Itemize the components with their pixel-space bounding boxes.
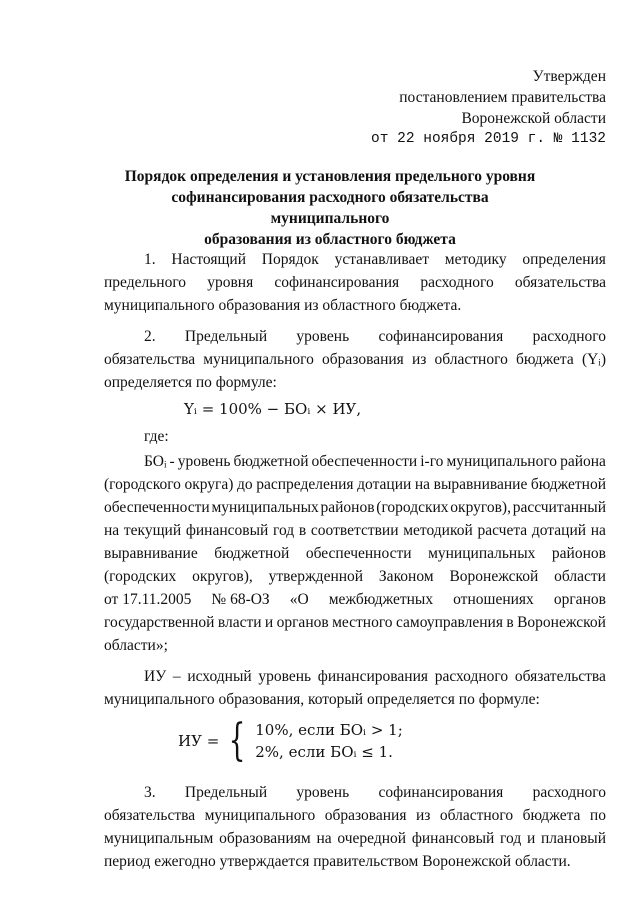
text-line (144, 325, 606, 348)
text-line (104, 294, 606, 317)
word: из (411, 351, 427, 368)
word: межбюджетных (328, 591, 434, 608)
word: софинансирования (378, 784, 504, 801)
word: Предельный (184, 784, 268, 801)
word: устанавливает (334, 251, 430, 268)
word: плановый (541, 830, 606, 847)
word: – (172, 668, 181, 685)
formula-iu-cases (255, 719, 403, 763)
document-title (110, 166, 550, 250)
word: округа) (184, 476, 234, 493)
word: «О (289, 591, 309, 608)
word: уровня (207, 274, 254, 291)
word: муниципальных (211, 499, 319, 516)
word: соответствии (310, 522, 399, 539)
word: районов (551, 545, 606, 562)
word: обязательства (514, 274, 606, 291)
word: распределения (256, 476, 354, 493)
word: района (560, 453, 606, 470)
word: от 17.11.2005 (104, 591, 192, 608)
text-line (104, 804, 606, 827)
word: дотаций (531, 522, 587, 539)
word: области»; (104, 637, 168, 654)
word: ИУ (144, 668, 167, 685)
text-line (104, 634, 606, 657)
word: год (273, 522, 295, 539)
word: обеспеченности (104, 499, 210, 516)
word: - (169, 453, 175, 470)
text-line (104, 688, 606, 711)
word: областного (434, 351, 508, 368)
word: власти (217, 614, 262, 631)
word: муниципального образования, который определяется по формуле: (104, 691, 540, 708)
paragraph-iu-definition (104, 665, 606, 711)
word: обязательства (104, 807, 196, 824)
word: муниципального образования из областного бюджета. (104, 297, 462, 314)
word: текущий (123, 522, 182, 539)
word: финансирования (317, 668, 428, 685)
word: образованиям (219, 830, 311, 847)
text-line (144, 450, 606, 473)
formula-yi: Yᵢ = 100% − БОᵢ × ИУ, (184, 400, 362, 418)
word: и (264, 614, 274, 631)
word: Предельный (184, 328, 268, 345)
word: период ежегодно утверждается правительством Воронежской области. (104, 853, 571, 870)
word: до (237, 476, 253, 493)
word: БОᵢ (144, 453, 167, 470)
word: расходного (532, 328, 606, 345)
word: i-го (420, 453, 444, 470)
word: (городских (376, 499, 449, 516)
word: предельного (104, 274, 187, 291)
word: расходного (532, 784, 606, 801)
word: из (415, 807, 431, 824)
word: обязательства (104, 351, 196, 368)
approval-date-number: от 22 ноября 2019 г. № 1132 (371, 131, 606, 147)
word: государственной (104, 614, 215, 631)
word: Воронежской (449, 568, 539, 585)
paragraph-3 (104, 781, 606, 873)
word: уровень (177, 453, 231, 470)
text-line (104, 348, 606, 371)
word: муниципального (203, 351, 314, 368)
word: уровень (258, 668, 312, 685)
word: на (590, 522, 606, 539)
word: расходного (420, 274, 494, 291)
word: бюджетной (530, 476, 606, 493)
word: и (526, 830, 536, 847)
word: утвержденной (268, 568, 364, 585)
word: финансовый (411, 830, 495, 847)
word: софинансирования (378, 328, 504, 345)
word: бюджета (522, 807, 581, 824)
formula-iu (178, 711, 606, 771)
word: расчета (477, 522, 528, 539)
word: софинансирования (274, 274, 400, 291)
text-line (144, 781, 606, 804)
word: методику (444, 251, 507, 268)
formula-case-2: 2%, если БОᵢ ≤ 1. (255, 743, 393, 761)
word: определения (522, 251, 606, 268)
word: Настоящий (171, 251, 247, 268)
word: на (104, 522, 120, 539)
text-line (104, 565, 606, 588)
paragraph-2 (104, 325, 606, 394)
word: дотации (357, 476, 412, 493)
word: обеспеченности (311, 453, 418, 470)
text-line (104, 271, 606, 294)
word: на (316, 830, 332, 847)
word: выравнивание (104, 545, 198, 562)
word: исходный (187, 668, 252, 685)
word: муниципального (204, 807, 316, 824)
word: очередной (337, 830, 407, 847)
word: в (506, 614, 514, 631)
word: муниципального (446, 453, 558, 470)
word: бюджетной (214, 545, 290, 562)
approval-stamp (371, 66, 606, 150)
word: (городских (104, 568, 177, 585)
word: 2. (144, 328, 156, 345)
title-line: софинансирования расходного обязательства муниципального (171, 189, 489, 227)
title-line: Порядок определения и установления предельного уровня (124, 168, 536, 185)
word: муниципальным (104, 830, 214, 847)
text-line (104, 611, 606, 634)
paragraph-bo-definition (104, 450, 606, 657)
word: органов (553, 591, 606, 608)
word: методикой (403, 522, 473, 539)
word: 3. (144, 784, 156, 801)
word: 1. (144, 251, 156, 268)
word: уровень (296, 784, 350, 801)
text-line (104, 473, 606, 496)
word: по (589, 807, 606, 824)
word: обеспеченности (305, 545, 412, 562)
text-line (144, 248, 606, 271)
word: на (414, 476, 431, 493)
approval-line: постановлением правительства (399, 89, 606, 106)
document-body (104, 248, 606, 873)
word: отношениях (453, 591, 534, 608)
paragraph-1 (104, 248, 606, 317)
word: уровень (296, 328, 350, 345)
text-line (104, 519, 606, 542)
word: Законом (378, 568, 434, 585)
word: Порядок (261, 251, 319, 268)
word: областного (439, 807, 514, 824)
formula-iu-lhs: ИУ = (178, 732, 220, 750)
word: бюджета (515, 351, 574, 368)
word: (городского (104, 476, 181, 493)
word: муниципальных (428, 545, 536, 562)
title-line: образования из областного бюджета (204, 231, 456, 248)
approval-line: Воронежской области (461, 110, 606, 127)
brace-symbol: { (228, 715, 246, 766)
word: местного (332, 614, 393, 631)
word: определяется по формуле: (104, 374, 277, 391)
word: Воронежской (517, 614, 606, 631)
word: самоуправления (395, 614, 503, 631)
word: в (298, 522, 307, 539)
word: округов), (450, 499, 511, 516)
text-line (104, 496, 606, 519)
word: образования (324, 807, 407, 824)
word: бюджетной (233, 453, 309, 470)
text-line (104, 850, 606, 873)
word: округов), (192, 568, 253, 585)
word: финансовый (185, 522, 269, 539)
approval-line: Утвержден (532, 68, 606, 85)
text-line (104, 371, 606, 394)
word: год (500, 830, 522, 847)
word: выравнивание (433, 476, 528, 493)
text-line (144, 665, 606, 688)
text-line (104, 827, 606, 850)
text-line (104, 588, 606, 611)
word: области (554, 568, 606, 585)
word: образования (322, 351, 404, 368)
word: расходного (434, 668, 509, 685)
where-label: где: (144, 428, 169, 445)
word: № 68-ОЗ (211, 591, 270, 608)
word: районов (320, 499, 375, 516)
text-line (104, 542, 606, 565)
formula-case-1: 10%, если БОᵢ > 1; (255, 721, 403, 739)
word: (Yᵢ) (581, 351, 606, 368)
word: рассчитанный (512, 499, 606, 516)
word: органов (276, 614, 329, 631)
word: обязательства (514, 668, 606, 685)
